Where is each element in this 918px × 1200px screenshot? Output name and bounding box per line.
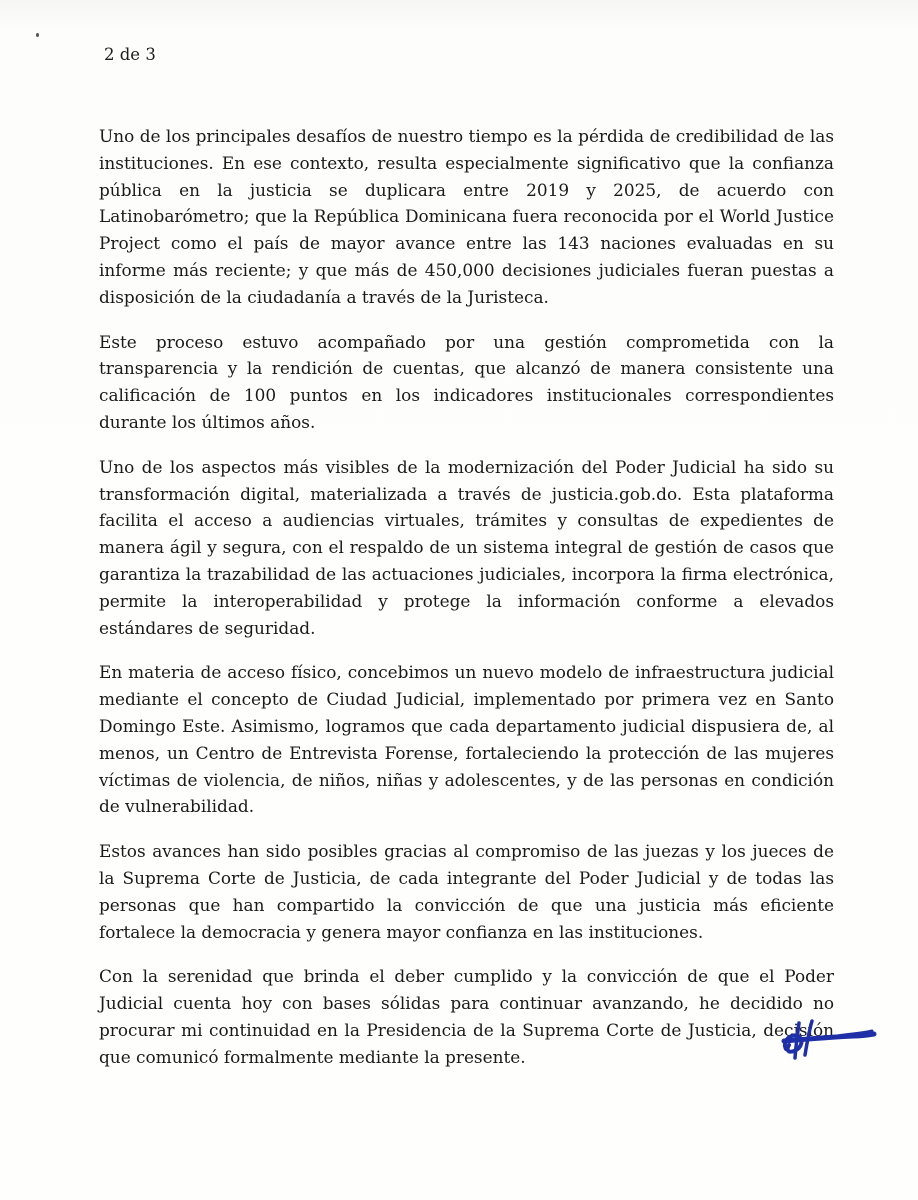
paragraph-acknowledgements: Estos avances han sido posibles gracias al compromiso de las juezas y los jueces de la Suprema Corte de Justicia, de cada integrante del Poder Judicial y de todas las personas que han compartido la convicción de que una justicia más eficiente fortalece la democracia y genera mayor confianza en las instituciones.	[99, 841, 834, 942]
paragraph-transparency: Este proceso estuvo acompañado por una gestión comprometida con la transparencia y la rendición de cuentas, que alcanzó de manera consistente una calificación de 100 puntos en los indicadores institucionales correspondientes durante los últimos años.	[99, 331, 834, 432]
paragraph-digital-transformation: Uno de los aspectos más visibles de la modernización del Poder Judicial ha sido su transformación digital, materializada a través de justicia.gob.do. Esta plataforma facilita el acceso a audiencias virtuales, trámites y consultas de expedientes de manera ágil y segura, con el respaldo de un sistema integral de gestión de casos que garantiza la trazabilidad de las actuaciones judiciales, incorpora la firma electrónica, permite la interoperabilidad y protege la información conforme a elevados estándares de seguridad.	[99, 456, 834, 638]
paragraph-credibility: Uno de los principales desafíos de nuestro tiempo es la pérdida de credibilidad de las instituciones. En ese contexto, resulta especialmente significativo que la confianza pública en la justicia se duplicara entre 2019 y 2025, de acuerdo con Latinobarómetro; que la República Dominicana fuera reconocida por el World Justice Project como el país de mayor avance entre las 143 naciones evaluadas en su informe más reciente; y que más de 450,000 decisiones judiciales fueran puestas a disposición de la ciudadanía a través de la Juristeca.	[99, 126, 834, 307]
scan-speck	[36, 33, 39, 37]
handwritten-signature	[778, 1015, 878, 1065]
paragraph-physical-access: En materia de acceso físico, concebimos un nuevo modelo de infraestructura judicial mediante el concepto de Ciudad Judicial, implementado por primera vez en Santo Domingo Este. Asimismo, logramos que cada departamento judicial dispusiera de, al menos, un Centro de Entrevista Forense, fortaleciendo la protección de las mujeres víctimas de violencia, de niños, niñas y adolescentes, y de las personas en condición de vulnerabilidad.	[99, 662, 834, 817]
paragraph-decision: Con la serenidad que brinda el deber cumplido y la convicción de que el Poder Judicial cuenta hoy con bases sólidas para continuar avanzando, he decidido no procurar mi continuidad en la Presidencia de la Suprema Corte de Justicia, decisión que comunicó formalmente mediante la presente.	[99, 966, 834, 1067]
page-number: 2 de 3	[104, 45, 156, 64]
letter-body	[99, 123, 834, 1089]
